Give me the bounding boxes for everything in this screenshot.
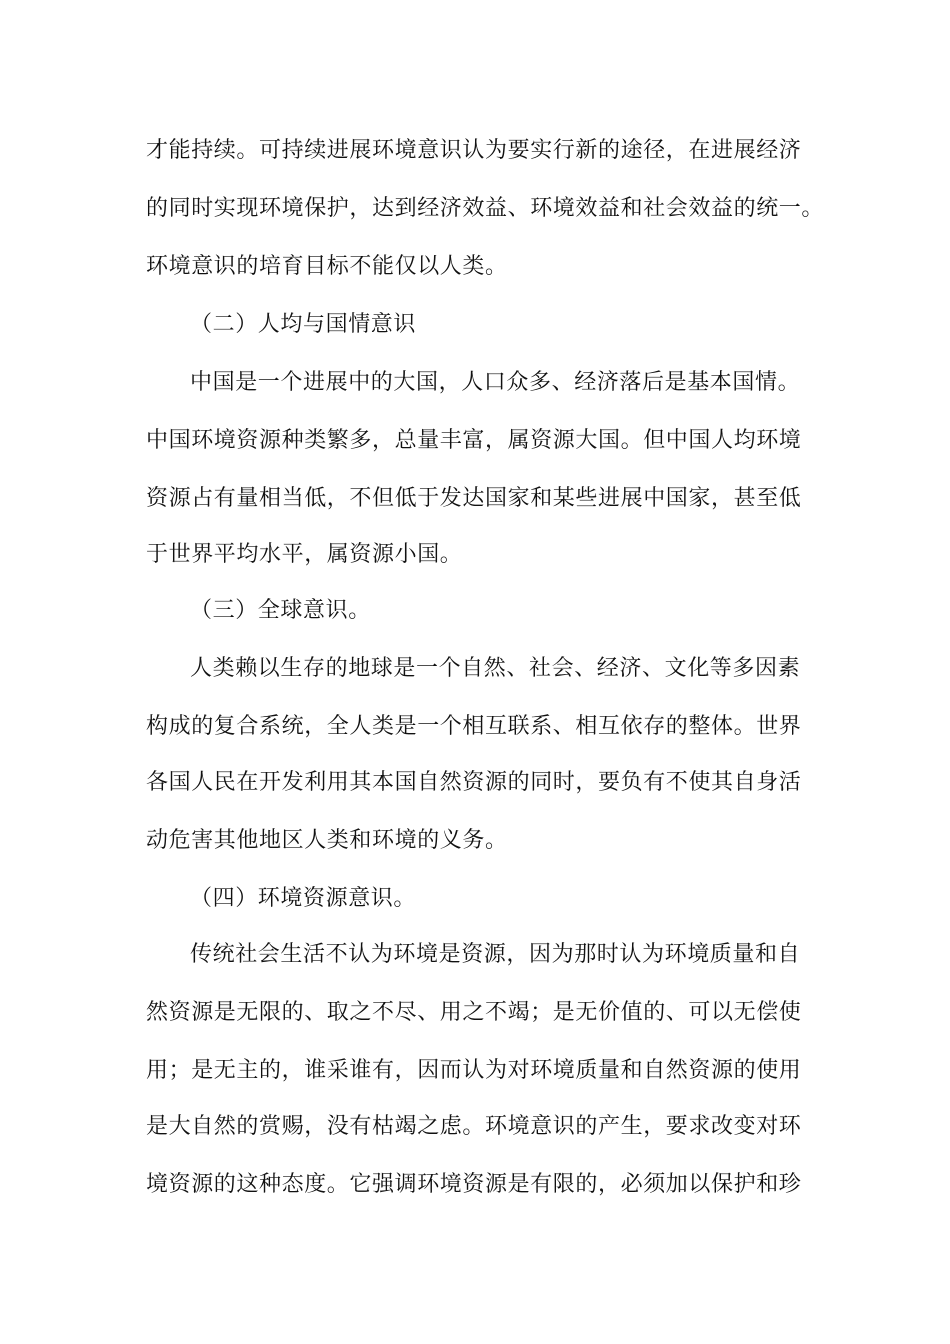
body-text-line: 构成的复合系统，全人类是一个相互联系、相互依存的整体。世界: [146, 714, 802, 739]
section-heading-2: （二）人均与国情意识: [190, 312, 417, 337]
body-text-line: 中国环境资源种类繁多，总量丰富，属资源大国。但中国人均环境: [146, 428, 802, 453]
body-text-line: 才能持续。可持续进展环境意识认为要实行新的途径，在进展经济: [146, 138, 802, 163]
body-text-line: 资源占有量相当低，不但低于发达国家和某些进展中国家，甚至低: [146, 486, 802, 511]
body-text-line: 于世界平均水平，属资源小国。: [146, 542, 463, 567]
body-text-line: 然资源是无限的、取之不尽、用之不竭；是无价值的、可以无偿使: [146, 1000, 802, 1025]
body-text-line: 是大自然的赏赐，没有枯竭之虑。环境意识的产生，要求改变对环: [146, 1114, 802, 1139]
paragraph-start-line: 人类赖以生存的地球是一个自然、社会、经济、文化等多因素: [190, 656, 801, 681]
body-text-line: 的同时实现环境保护，达到经济效益、环境效益和社会效益的统一。: [146, 196, 825, 221]
paragraph-start-line: 中国是一个进展中的大国，人口众多、经济落后是基本国情。: [190, 370, 801, 395]
body-text-line: 境资源的这种态度。它强调环境资源是有限的，必须加以保护和珍: [146, 1172, 802, 1197]
body-text-line: 动危害其他地区人类和环境的义务。: [146, 828, 508, 853]
body-text-line: 用；是无主的，谁采谁有，因而认为对环境质量和自然资源的使用: [146, 1058, 802, 1083]
paragraph-start-line: 传统社会生活不认为环境是资源，因为那时认为环境质量和自: [190, 942, 801, 967]
section-heading-3: （三）全球意识。: [190, 598, 371, 623]
section-heading-4: （四）环境资源意识。: [190, 886, 417, 911]
body-text-line: 各国人民在开发利用其本国自然资源的同时，要负有不使其自身活: [146, 770, 802, 795]
body-text-line: 环境意识的培育目标不能仅以人类。: [146, 254, 508, 279]
